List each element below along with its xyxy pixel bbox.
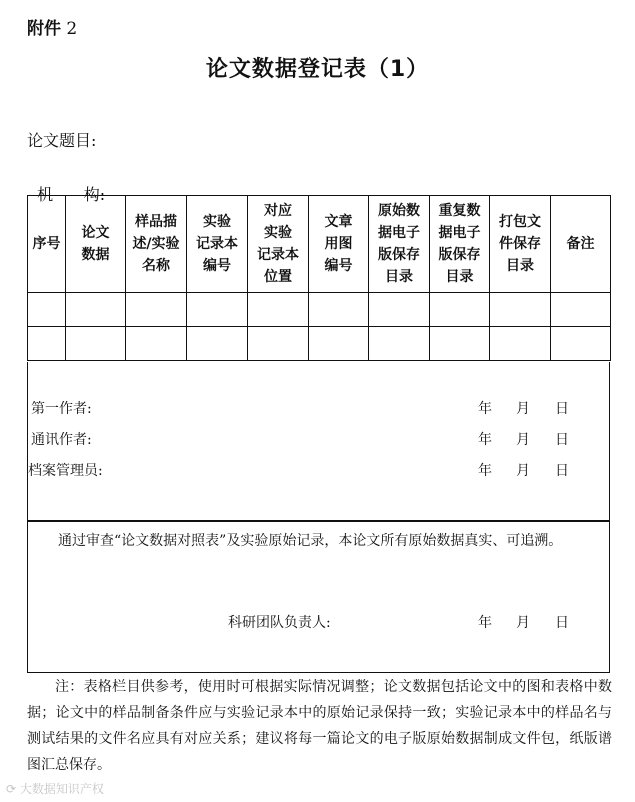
corresponding-author-month: 月 <box>516 432 530 448</box>
table-cell[interactable] <box>309 293 369 327</box>
data-registration-table <box>27 195 611 361</box>
team-leader-day: 日 <box>555 615 569 631</box>
table-cell[interactable] <box>430 327 490 361</box>
table-header-row <box>28 196 611 293</box>
header-cell-package-dir: 打包文 件保存 目录 <box>490 196 551 293</box>
table-cell[interactable] <box>66 293 126 327</box>
attachment-word: 附件 <box>27 19 61 39</box>
first-author-label: 第一作者: <box>31 401 92 417</box>
attachment-number: 2 <box>66 19 78 39</box>
corresponding-author-day: 日 <box>555 432 569 448</box>
header-cell-sample-description: 样品描 述/实验 名称 <box>126 196 187 293</box>
table-cell[interactable] <box>28 327 66 361</box>
table-cell[interactable] <box>187 293 248 327</box>
team-leader-year: 年 <box>478 615 492 631</box>
table-cell[interactable] <box>369 327 430 361</box>
watermark <box>6 780 104 797</box>
corresponding-author-label: 通讯作者: <box>31 432 92 448</box>
team-leader-label: 科研团队负责人: <box>228 615 331 631</box>
confirmation-text: 通过审查“论文数据对照表”及实验原始记录，本论文所有原始数据真实、可追溯。 <box>58 533 563 549</box>
table-cell[interactable] <box>66 327 126 361</box>
watermark-icon: ⟳ <box>6 782 17 796</box>
table-row <box>28 293 611 327</box>
table-cell[interactable] <box>430 293 490 327</box>
table-cell[interactable] <box>248 293 309 327</box>
header-cell-remarks: 备注 <box>551 196 611 293</box>
first-author-year: 年 <box>478 401 492 417</box>
archivist-label: 档案管理员: <box>28 463 103 479</box>
table-cell[interactable] <box>490 327 551 361</box>
table-row <box>28 327 611 361</box>
table-cell[interactable] <box>551 327 611 361</box>
page-title: 论文数据登记表（1） <box>205 57 430 82</box>
first-author-day: 日 <box>555 401 569 417</box>
footnote: 注：表格栏目供参考，使用时可根据实际情况调整；论文数据包括论文中的图和表格中数据；论文中的样品制备条件应与实验记录本中的原始记录保持一致；实验记录本中的样品名与测试结果的文件名应具有对应关系；建议将每一篇论文的电子版原始数据制成文件包，纸版谱图汇总保存。 <box>27 679 612 773</box>
attachment-label <box>27 14 77 39</box>
header-cell-repeat-data-dir: 重复数 据电子 版保存 目录 <box>430 196 490 293</box>
archivist-day: 日 <box>555 463 569 479</box>
archivist-year: 年 <box>478 463 492 479</box>
header-cell-notebook-location: 对应 实验 记录本 位置 <box>248 196 309 293</box>
header-cell-paper-data: 论文 数据 <box>66 196 126 293</box>
table-cell[interactable] <box>126 293 187 327</box>
confirmation-section <box>27 521 610 673</box>
table-cell[interactable] <box>187 327 248 361</box>
table-cell[interactable] <box>369 293 430 327</box>
first-author-month: 月 <box>516 401 530 417</box>
header-cell-notebook-number: 实验 记录本 编号 <box>187 196 248 293</box>
paper-title-label: 论文题目: <box>27 131 97 150</box>
table-cell[interactable] <box>28 293 66 327</box>
watermark-text: 大数据知识产权 <box>19 782 104 796</box>
table-cell[interactable] <box>551 293 611 327</box>
table-cell[interactable] <box>490 293 551 327</box>
header-cell-raw-data-dir: 原始数 据电子 版保存 目录 <box>369 196 430 293</box>
header-cell-figure-number: 文章 用图 编号 <box>309 196 369 293</box>
archivist-month: 月 <box>516 463 530 479</box>
paper-title-row <box>27 128 96 151</box>
header-cell-index: 序号 <box>28 196 66 293</box>
table-cell[interactable] <box>309 327 369 361</box>
institution-label: 机 构: <box>37 185 106 204</box>
team-leader-month: 月 <box>516 615 530 631</box>
table-cell[interactable] <box>126 327 187 361</box>
signature-section <box>27 362 610 521</box>
corresponding-author-year: 年 <box>478 432 492 448</box>
table-cell[interactable] <box>248 327 309 361</box>
